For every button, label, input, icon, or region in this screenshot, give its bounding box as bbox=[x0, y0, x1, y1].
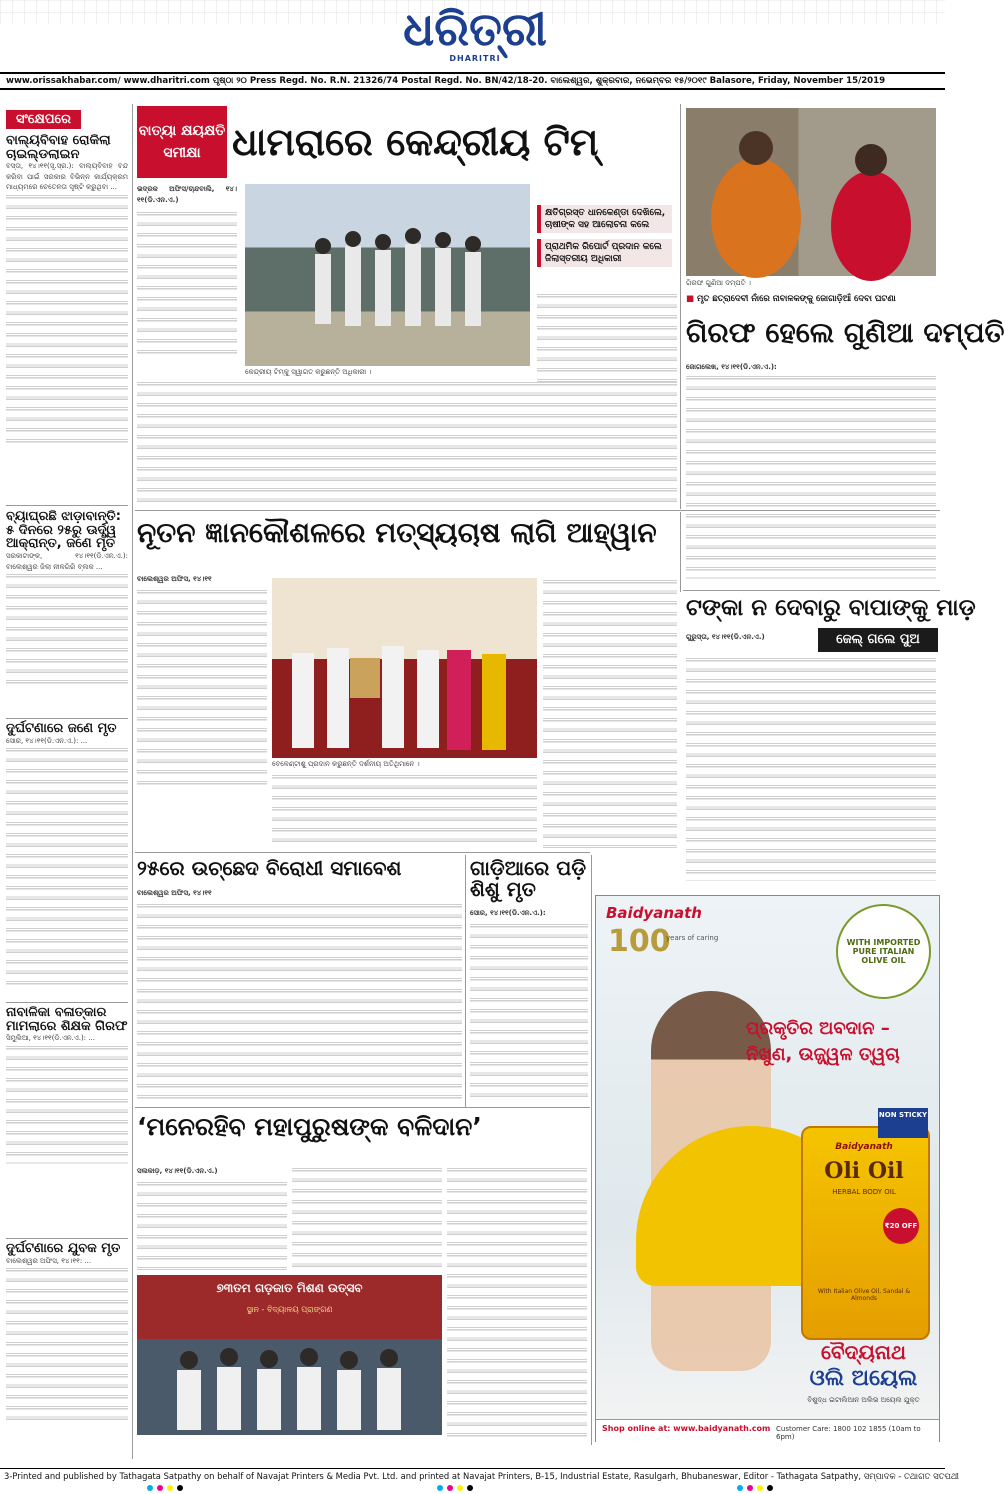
brief-story-2 bbox=[6, 510, 128, 687]
bullet-icon: ■ bbox=[686, 294, 697, 304]
color-bars bbox=[0, 1483, 945, 1493]
father-headline: ଟଙ୍କା ନ ଦେବାରୁ ବାପାଙ୍କୁ ମାଡ଼ bbox=[686, 595, 976, 621]
newspaper-logo: ଧରିତ୍ରୀ bbox=[403, 2, 547, 56]
ad-odia-brand: ବୈଦ୍ୟନାଥ bbox=[821, 1340, 906, 1364]
couple-photo-caption: ଗିରଫ ଗୁଣିଆ ଦମ୍ପତି । bbox=[686, 279, 751, 287]
divider bbox=[6, 718, 128, 719]
brief-story-5 bbox=[6, 1242, 128, 1426]
brief-body-2 bbox=[6, 572, 128, 687]
ad-bottle-brand: Baidyanath bbox=[835, 1142, 893, 1152]
fisheries-body-1 bbox=[137, 588, 267, 788]
imprint-text: 3-Printed and published by Tathagata Satpathy on behalf of Navajat Printers & Media Pvt. Ltd. and printed at Navajat Printers, B-15, Industrial Estate, Rasulgarh, Bhubaneswar, Editor - Tathagata Satpathy, ସମ୍ପାଦକ - ତଥାଗତ ସତପଥୀ bbox=[4, 1471, 959, 1481]
divider bbox=[135, 1107, 590, 1108]
lead-headline: ଧାମରାରେ କେନ୍ଦ୍ରୀୟ ଟିମ୍ bbox=[232, 120, 599, 164]
ad-product-name: Oli Oil bbox=[824, 1158, 904, 1184]
couple-body bbox=[686, 374, 936, 579]
ad-non-sticky: NON STICKY bbox=[878, 1108, 928, 1138]
ad-olive-badge: WITH IMPORTED PURE ITALIAN OLIVE OIL bbox=[836, 904, 931, 999]
eviction-headline: ୨୫ରେ ଉଚ୍ଛେଦ ବିରୋଧୀ ସମାବେଶ bbox=[137, 856, 402, 880]
lead-kicker bbox=[137, 106, 227, 178]
brief-body-1 bbox=[6, 193, 128, 443]
ad-anniversary: 100 bbox=[608, 924, 671, 959]
lead-photo-caption: କେନ୍ଦ୍ରୀୟ ଟିମ୍‌କୁ ସ୍ୱାଗତ କରୁଛନ୍ତି ଅଧିକାରୀ । bbox=[245, 368, 372, 376]
couple-dateline: ଜୋଗଲେଖ, ୧୪।୧୧(ଡି.ଏନ.ଏ.): bbox=[686, 363, 777, 371]
ad-odia-note: ବିଶୁଦ୍ଧ ଇଟାଲିଆନ ଅଲିଭ ଅୟେଲ ଯୁକ୍ତ bbox=[807, 1396, 920, 1404]
lead-body-intro bbox=[137, 210, 237, 360]
ad-ingredients: With Italian Olive Oil, Sandal & Almonds bbox=[817, 1288, 911, 1302]
ad-odia-product: ଓଲି ଅୟେଲ bbox=[809, 1366, 918, 1391]
fisheries-headline: ନୂତନ ଜ୍ଞାନକୌଶଳରେ ମତ୍ସ୍ୟଚାଷ ଲାଗି ଆହ୍ୱାନ bbox=[137, 516, 657, 549]
father-tag: ଜେଲ୍ ଗଲେ ପୁଅ bbox=[818, 628, 938, 652]
brief-story-4 bbox=[6, 1006, 128, 1164]
brief-story-1 bbox=[6, 134, 128, 443]
sacrifice-banner-line2: ସ୍ଥାନ - ବିଦ୍ୟାଳୟ ପ୍ରାଙ୍ଗଣ bbox=[246, 1305, 333, 1314]
ad-bottle bbox=[801, 1126, 930, 1340]
brief-dateline-5: ବାଲେଶ୍ୱର ଅଫିସ, ୧୪।୧୧: ... bbox=[6, 1256, 92, 1265]
couple-photo-figures bbox=[686, 108, 936, 276]
brief-body-5 bbox=[6, 1266, 128, 1426]
column-rule bbox=[680, 512, 681, 592]
divider bbox=[135, 510, 940, 511]
couple-headline: ଗିରଫ ହେଲେ ଗୁଣିଆ ଦମ୍ପତି bbox=[686, 316, 1005, 349]
couple-kicker-text: ମୃତ ଛତ୍ରାଦେବୀ ନାଁରେ ନାବାଳକଙ୍କୁ ଜୋଗାଡ଼ିଆଁ ଦେବା ଘଟଣା bbox=[697, 294, 896, 304]
lead-highlights bbox=[537, 205, 672, 267]
brief-headline-2: ବ୍ୟାଘ୍ରଛି ଝାଡ଼ାବାନ୍ତି: ୫ ଦିନରେ ୨୫ରୁ ଊର୍ଦ୍ଧ୍ୱ ଆକ୍ରାନ୍ତ, ଜଣେ ମୃତ bbox=[6, 509, 121, 552]
lead-dateline: ଭଦ୍ରକ ଅଫିସ/ଚାନ୍ଦବାଲି, ୧୪।୧୧(ଡି.ଏନ.ଏ.) bbox=[137, 185, 237, 204]
lead-photo bbox=[245, 184, 530, 366]
section-tag-brief bbox=[6, 108, 128, 130]
divider bbox=[6, 505, 128, 506]
sacrifice-body-2 bbox=[292, 1166, 442, 1270]
ad-product-sub: HERBAL BODY OIL bbox=[832, 1188, 896, 1196]
divider bbox=[135, 852, 590, 853]
brief-dateline-2: ସରକାଟାଙ୍କ, ୧୪।୧୧(ଡି.ଏନ.ଏ.): ବାଲେଶ୍ୱର ଜିଲା ନୀଳଗିରି ବ୍ଲକ ... bbox=[6, 551, 128, 571]
folio-text: www.orissakhabar.com/ www.dharitri.com ପୃଷ୍ଠା ୨୦ Press Regd. No. R.N. 21326/74 Postal Regd. No. BN/42/18-20. ବାଲେଶ୍ୱର, ଶୁକ୍ରବାର, ନଭେମ୍ବର ୧୫/୨୦୧୯ Balasore, Friday, November 15/2019 bbox=[6, 76, 886, 86]
ad-price-badge: ₹20 OFF bbox=[883, 1208, 919, 1244]
eviction-body bbox=[137, 902, 462, 1100]
folio-line bbox=[0, 72, 945, 90]
lead-highlight-1: କ୍ଷତିଗ୍ରସ୍ତ ଧାନକେଣ୍ଡା ଦେଖିଲେ, ଚାଷୀଙ୍କ ସହ ଆଲୋଚନା କଲେ bbox=[537, 205, 672, 233]
lead-body bbox=[137, 380, 677, 504]
column-rule bbox=[132, 104, 133, 1459]
father-dateline: ଗୁରୁସ୍ତା, ୧୪।୧୧(ଡି.ଏନ.ଏ.) bbox=[686, 633, 765, 641]
sacrifice-dateline: ସଲକାଡ଼, ୧୪।୧୧(ଡି.ଏନ.ଏ.) bbox=[137, 1167, 218, 1175]
ad-website-link[interactable]: Shop online at: www.baidyanath.com bbox=[602, 1424, 771, 1433]
fisheries-dateline: ବାଲେଶ୍ୱର ଅଫିସ, ୧୪।୧୧ bbox=[137, 575, 212, 583]
fisheries-body-3 bbox=[543, 578, 677, 848]
lead-highlight-2: ପ୍ରାଥମିକ ରିପୋର୍ଟ ପ୍ରଦାନ କଲେ ଜିଲାସ୍ତରୀୟ ଅଧିକାରୀ bbox=[537, 239, 672, 267]
newspaper-subtitle: DHARITRI bbox=[449, 54, 501, 63]
divider bbox=[683, 590, 940, 591]
column-rule bbox=[680, 104, 681, 509]
child-body bbox=[470, 922, 588, 1100]
ad-brand: Baidyanath bbox=[606, 904, 702, 922]
lead-kicker-text: ବାତ୍ୟା କ୍ଷୟକ୍ଷତି ସମୀକ୍ଷା bbox=[138, 123, 226, 161]
eviction-dateline: ବାଲେଶ୍ୱର ଅଫିସ, ୧୪।୧୧ bbox=[137, 889, 212, 897]
divider bbox=[6, 1238, 128, 1239]
fisheries-photo bbox=[272, 578, 537, 758]
brief-headline-3: ଦୁର୍ଘଟଣାରେ ଜଣେ ମୃତ bbox=[6, 721, 117, 736]
brief-story-3 bbox=[6, 722, 128, 991]
ad-tagline: ପ୍ରକୃତିର ଅବଦାନ – ନିଖୁଣ, ଉଜ୍ଜ୍ୱଳ ତ୍ୱଚା bbox=[746, 1018, 900, 1065]
column-rule bbox=[591, 855, 592, 1445]
lead-body-side bbox=[537, 292, 677, 382]
brief-body-3 bbox=[6, 746, 128, 991]
brief-dateline-3: ସୋର, ୧୪।୧୧(ଡି.ଏନ.ଏ.): ... bbox=[6, 736, 88, 745]
masthead bbox=[380, 4, 570, 68]
brief-headline-5: ଦୁର୍ଘଟଣାରେ ଯୁବକ ମୃତ bbox=[6, 1241, 121, 1256]
brief-dateline-4: ସିମୁଲିଆ, ୧୪।୧୧(ଡି.ଏନ.ଏ.): ... bbox=[6, 1034, 95, 1043]
sacrifice-body-3 bbox=[447, 1166, 587, 1438]
couple-photo bbox=[686, 108, 936, 276]
fisheries-body-2 bbox=[272, 773, 537, 848]
brief-headline-4: ନାବାଳିକା ବଳାତ୍କାର ମାମଲାରେ ଶିକ୍ଷକ ଗିରଫ bbox=[6, 1005, 128, 1034]
divider bbox=[6, 1002, 128, 1003]
brief-tag: ସଂକ୍ଷେପରେ bbox=[6, 110, 81, 129]
child-headline: ଗାଡ଼ିଆରେ ପଡ଼ି ଶିଶୁ ମୃତ bbox=[470, 856, 587, 901]
brief-headline-1: ବାଲ୍ୟବିବାହ ରୋକିଲା ଚାଇଲ୍ଡଲାଇନ bbox=[6, 133, 111, 162]
child-dateline: ସୋର, ୧୪।୧୧(ଡି.ଏନ.ଏ.): bbox=[470, 909, 546, 917]
sacrifice-body-1 bbox=[137, 1180, 287, 1270]
fisheries-photo-figures bbox=[272, 578, 537, 758]
fisheries-photo-caption: ବେଳେଣ୍ଟାଶୁ ପ୍ରଦାନ କରୁଛନ୍ତି ଦର୍ଶନୀୟ ଅତିଥିମାନେ । bbox=[272, 760, 420, 768]
sacrifice-photo bbox=[137, 1275, 442, 1435]
sacrifice-headline: ‘ମନେରହିବ ମହାପୁରୁଷଙ୍କ ବଳିଦାନ’ bbox=[137, 1112, 482, 1141]
lead-photo-figures bbox=[245, 184, 530, 366]
imprint-footer bbox=[0, 1468, 959, 1493]
brief-dateline-1: ବସ୍ତା, ୧୪।୧୧(ସୃ.ସ୍ର.): ବାଲ୍ୟବିବାହ ବନ୍ଦ କରିବା ପାଇଁ ସରକାର ବିଭିନ୍ନ କାର୍ଯ୍ୟକ୍ରମ ମାଧ୍ୟମରେ ଚେତେନତା ସୃଷ୍ଟି କରୁଥିବା ... bbox=[6, 162, 128, 192]
sacrifice-photo-figures bbox=[137, 1275, 442, 1435]
brief-body-4 bbox=[6, 1044, 128, 1164]
column-rule bbox=[465, 855, 466, 1107]
father-body bbox=[686, 656, 936, 881]
ad-footer-strip bbox=[596, 1419, 939, 1442]
couple-kicker bbox=[686, 294, 936, 305]
sacrifice-banner-line1: ୭୩ତମ ଗଡ଼ଜାତ ମିଶଣ ଉତ୍ସବ bbox=[216, 1281, 363, 1295]
ad-anniversary-note: years of caring bbox=[666, 934, 719, 942]
ad-customer-care: Customer Care: 1800 102 1855 (10am to 6pm) bbox=[776, 1425, 921, 1441]
baidyanath-advertisement[interactable] bbox=[595, 895, 940, 1442]
